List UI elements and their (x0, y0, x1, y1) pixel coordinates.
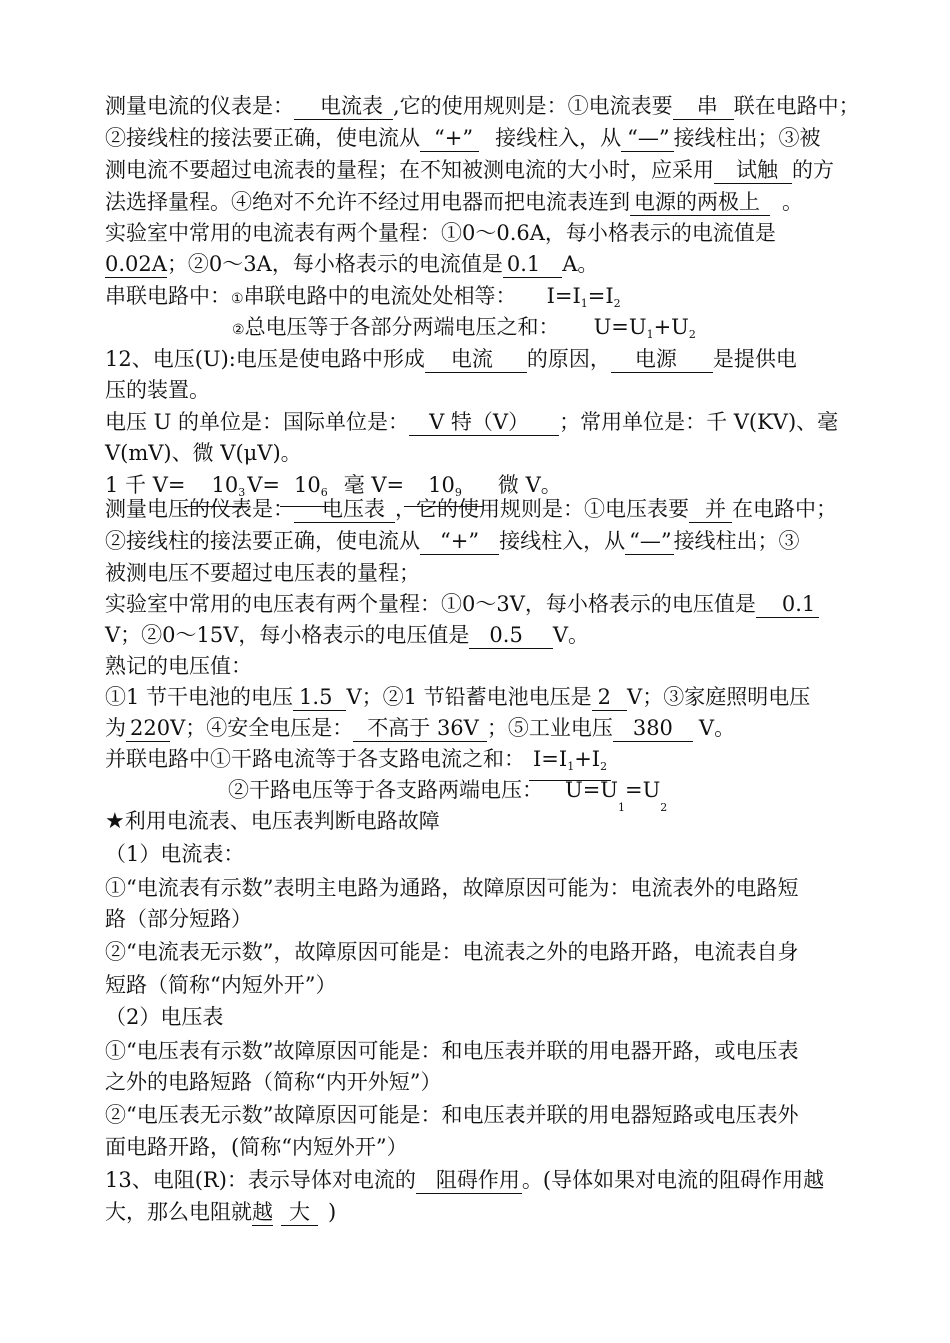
text-line (105, 903, 252, 935)
text-line (105, 1035, 798, 1067)
text-line (105, 437, 302, 469)
text: V；④安全电压是： (170, 716, 354, 740)
text-line (105, 1066, 441, 1098)
text-line (105, 217, 776, 249)
text: 并联电路中①干路电流等于各支路电流之和： (105, 747, 525, 771)
parallel-circuit-line (105, 743, 611, 775)
text: （1）电流表： (105, 842, 245, 866)
blank-answer: 2 (592, 684, 627, 711)
blank-answer: 1.5 (293, 684, 346, 711)
text: 接线柱出；③被 (673, 126, 821, 150)
text: ②“电压表无示数”故障原因可能是：和电压表并联的用电器短路或电压表外 (105, 1103, 799, 1127)
text: 熟记的电压值： (105, 654, 252, 678)
text-line (105, 248, 598, 280)
text-line (105, 619, 589, 651)
text: 。 (782, 190, 803, 214)
text-line (105, 406, 838, 438)
text: V(mV)、微 V(μV)。 (105, 441, 302, 465)
blank-answer: 电流 (425, 346, 527, 373)
text: 总电压等于各部分两端电压之和： (244, 315, 560, 339)
text: ①“电流表有示数”表明主电路为通路，故障原因可能为：电流表外的电路短 (105, 876, 799, 900)
text: A。 (562, 252, 599, 276)
blank-answer: 0.5 (469, 622, 552, 649)
text-line (105, 712, 735, 744)
parallel-circuit-line (228, 774, 668, 814)
text: ②干路电压等于各支路两端电压： (228, 778, 543, 802)
blank-answer: V 特（V） (409, 409, 559, 436)
text: 压的装置。 (105, 378, 210, 402)
text: 微 V。 (497, 473, 562, 497)
text: ) (328, 1200, 337, 1224)
text-line (105, 374, 210, 406)
text-line (105, 493, 837, 525)
text: ,它的使用规则是：①电流表要 (393, 94, 673, 118)
blank-answer: $10_3$ (185, 472, 247, 507)
text-line (105, 557, 420, 589)
text: 的原因， (526, 347, 611, 371)
series-circuit-line (232, 311, 696, 343)
text: 联在电路中； (733, 94, 860, 118)
blank-answer: 阻碍作用 (416, 1167, 522, 1194)
text: V。 (552, 623, 589, 647)
text: ①1 节干电池的电压 (105, 685, 294, 709)
circle-number: ① (231, 291, 244, 307)
blank-answer: 不高于 36V (353, 715, 487, 742)
text-line (105, 838, 244, 870)
text: 接线柱入，从 (499, 529, 626, 553)
blank-answer: 试触 (714, 157, 792, 184)
text: 的方 (792, 158, 834, 182)
circle-number: ② (232, 322, 245, 338)
blank-answer: “—” (621, 125, 673, 152)
text: 实验室中常用的电流表有两个量程：①0～0.6A，每小格表示的电流值是 (105, 221, 776, 245)
text-line (105, 936, 798, 968)
blank-answer: 越 (252, 1200, 273, 1224)
blank-answer: 220 (126, 715, 170, 742)
blank-answer: 380 (613, 715, 693, 742)
text: 法选择量程。④绝对不允许不经过用电器而把电流表连到 (105, 190, 630, 214)
text: （2）电压表 (105, 1005, 224, 1029)
text: 13、电阻(R)：表示导体对电流的 (105, 1168, 416, 1192)
blank-answer: 电源 (611, 346, 713, 373)
text: 之外的电路短路（简称“内开外短”） (105, 1070, 442, 1094)
text-line (105, 681, 810, 713)
text-line (105, 588, 819, 620)
text: 0.02A (105, 252, 167, 276)
star-icon: ★ (105, 809, 125, 834)
text: ；常用单位是：千 V(KV)、毫 (559, 410, 839, 434)
blank-answer: “+” (420, 125, 479, 152)
text-line (105, 1196, 336, 1228)
text-line (105, 1131, 408, 1163)
blank-answer: 串 (673, 93, 734, 120)
series-circuit-line (105, 280, 621, 312)
formula: $U=U_1=U_2$ (565, 778, 668, 814)
text: 接线柱出；③ (673, 529, 800, 553)
text: 测量电流的仪表是： (105, 94, 294, 118)
text: 毫 V= (343, 473, 405, 497)
section-heading (105, 805, 440, 837)
blank-answer: 电流表 (294, 93, 393, 120)
text: 。(导体如果对电流的阻碍作用越 (521, 1168, 825, 1192)
formula: $U=U_1+U_2$ (593, 315, 696, 341)
blank-answer: 电压表 (294, 496, 395, 523)
text: ；②0～3A，每小格表示的电流值是 (166, 252, 503, 276)
text: V= (247, 473, 280, 497)
text: ，它的使用规则是：①电压表要 (395, 497, 689, 521)
text: 接线柱入，从 (495, 126, 622, 150)
formula: $I=I_1+I_2$ (529, 746, 611, 781)
blank-answer: 0.1 (756, 591, 819, 618)
text: ②接线柱的接法要正确，使电流从 (105, 529, 420, 553)
text: 测量电压的仪表是： (105, 497, 294, 521)
text: 是提供电 (712, 347, 797, 371)
text: 短路（简称“内短外开”） (105, 973, 337, 997)
text-line (105, 1164, 824, 1196)
text: 为 (105, 716, 126, 740)
formula: $I=I_1=I_2$ (546, 284, 621, 310)
text-line (105, 525, 800, 557)
text-line (105, 1099, 798, 1131)
text: V；②1 节铅蓄电池电压是 (346, 685, 592, 709)
text: 路（部分短路） (105, 907, 252, 931)
text-line (105, 969, 336, 1001)
text-line (105, 343, 797, 375)
text: 大，那么电阻就 (105, 1200, 252, 1224)
text: 1 千 V= (105, 473, 186, 497)
blank-answer: 大 (281, 1199, 318, 1226)
text: 实验室中常用的电压表有两个量程：①0～3V，每小格表示的电压值是 (105, 592, 756, 616)
blank-answer: “—” (625, 528, 673, 555)
text-line (105, 872, 798, 904)
text: 测电流不要超过电流表的量程；在不知被测电流的大小时，应采用 (105, 158, 714, 182)
blank-answer: 0.1 (503, 251, 562, 278)
text: ；⑤工业电压 (486, 716, 613, 740)
text: 被测电压不要超过电压表的量程； (105, 561, 420, 585)
blank-answer: “+” (420, 528, 499, 555)
text: V；②0～15V，每小格表示的电压值是 (105, 623, 470, 647)
text-line (105, 650, 252, 682)
text: 在电路中； (732, 497, 837, 521)
text: V；③家庭照明电压 (627, 685, 811, 709)
text: 面电路开路，(简称“内短外开”） (105, 1135, 408, 1159)
text: 利用电流表、电压表判断电路故障 (124, 809, 440, 833)
text: V。 (698, 716, 736, 740)
blank-answer: 并 (689, 496, 732, 523)
text: 12、电压(U):电压是使电路中形成 (105, 347, 425, 371)
text-line (105, 122, 821, 154)
text-line (105, 90, 860, 122)
text: 串联电路中： (105, 284, 231, 308)
text: ①“电压表有示数”故障原因可能是：和电压表并联的用电器开路，或电压表 (105, 1039, 799, 1063)
text: 电压 U 的单位是：国际单位是： (105, 410, 410, 434)
text: ②“电流表无示数”，故障原因可能是：电流表之外的电路开路，电流表自身 (105, 940, 799, 964)
text: ②接线柱的接法要正确，使电流从 (105, 126, 420, 150)
text-line (105, 1001, 223, 1033)
blank-answer: 电源的两极上 (630, 189, 770, 216)
text-line (105, 186, 803, 218)
blank-answer: $10_6$ (280, 472, 330, 507)
blank-answer: $10_9$ (404, 472, 484, 507)
text-line (105, 154, 834, 186)
text: 串联电路中的电流处处相等： (243, 284, 517, 308)
